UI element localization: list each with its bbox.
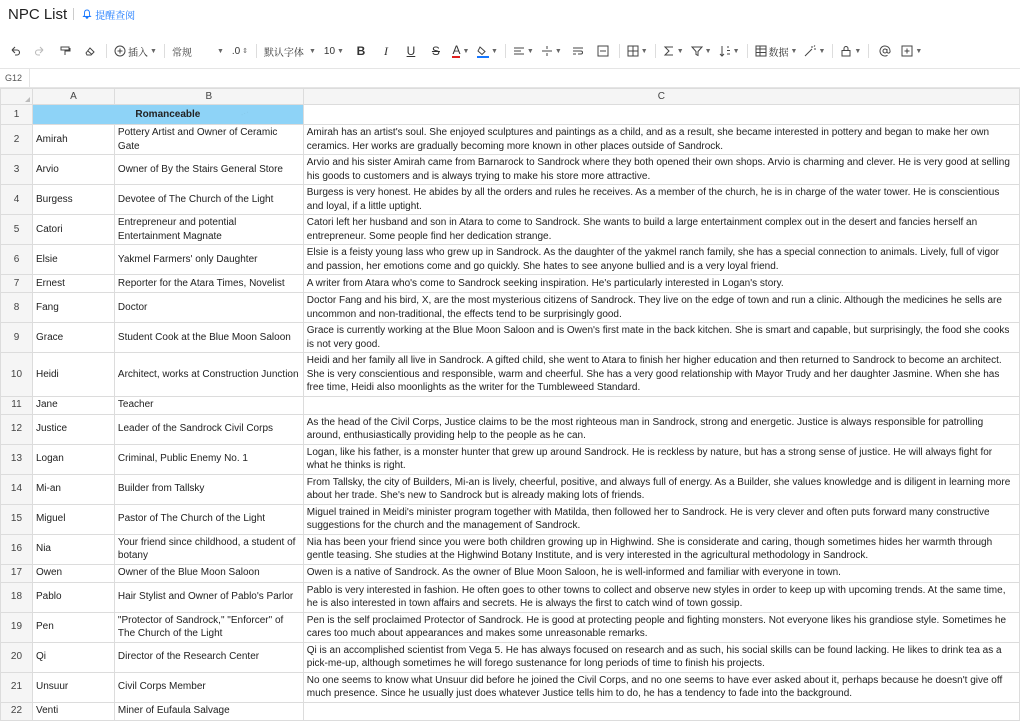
column-header-c[interactable]: C (303, 89, 1019, 105)
title-divider (73, 8, 74, 20)
npc-role-cell[interactable]: Hair Stylist and Owner of Pablo's Parlor (114, 582, 303, 612)
table-row (1, 323, 1020, 353)
npc-description-cell[interactable]: As the head of the Civil Corps, Justice claims to be the most righteous man in Sandrock, strong and energetic. Justice is always responsible for patrolling around, enthusiastically providing help to the people as he can. (303, 414, 1019, 444)
table-row (1, 564, 1020, 582)
npc-description-cell[interactable]: Qi is an accomplished scientist from Vega 5. He has always focused on research and as such, his social skills can be found lacking. He likes to drink tea as a pick-me-up, although sometimes he will forego sustenance for long periods of time to finish his projects. (303, 642, 1019, 672)
caret-down-icon: ▼ (818, 47, 826, 55)
caret-down-icon: ▼ (854, 47, 862, 55)
table-row (1, 275, 1020, 293)
bell-icon (82, 9, 92, 19)
npc-name-cell[interactable]: Catori (32, 215, 114, 245)
npc-description-cell[interactable]: Owen is a native of Sandrock. As the owner of Blue Moon Saloon, he is well-informed and familiar with everyone in town. (303, 564, 1019, 582)
caret-down-icon: ▼ (526, 47, 534, 55)
mention-button[interactable] (876, 40, 894, 62)
row-header[interactable]: 16 (1, 534, 33, 564)
column-header-b[interactable]: B (114, 89, 303, 105)
undo-button[interactable] (6, 40, 24, 62)
table-row (1, 215, 1020, 245)
caret-down-icon: ▼ (704, 47, 712, 55)
npc-role-cell[interactable]: Your friend since childhood, a student of botany (114, 534, 303, 564)
npc-description-cell[interactable] (303, 702, 1019, 720)
npc-role-cell[interactable]: Pottery Artist and Owner of Ceramic Gate (114, 125, 303, 155)
npc-name-cell[interactable]: Jane (32, 396, 114, 414)
magic-wand-icon (804, 45, 816, 57)
row-header[interactable]: 2 (1, 125, 33, 155)
insert-object-button[interactable] (901, 40, 922, 62)
npc-role-cell[interactable]: Pastor of The Church of the Light (114, 504, 303, 534)
npc-description-cell[interactable]: Burgess is very honest. He abides by all the orders and rules he receives. As a member of the church, he is in charge of the water tower. He is conscientious and loyal, if a little uptight. (303, 185, 1019, 215)
npc-role-cell[interactable]: "Protector of Sandrock," "Enforcer" of The Church of the Light (114, 612, 303, 642)
italic-button[interactable]: I (383, 43, 388, 58)
npc-description-cell[interactable]: No one seems to know what Unsuur did before he joined the Civil Corps, and no one seems to have ever asked about it, perhaps because he doesn't give off much presence. Since he usually just does whatever Justice tells him to do, he has a tendency to fade into the background. (303, 672, 1019, 702)
table-row (1, 353, 1020, 397)
stepper-icon: ⇕ (242, 48, 249, 55)
npc-role-cell[interactable]: Yakmel Farmers' only Daughter (114, 245, 303, 275)
table-row (1, 245, 1020, 275)
caret-down-icon: ▼ (309, 47, 316, 55)
title-bar (0, 0, 1020, 28)
font-size-label: 10 (323, 45, 336, 57)
npc-name-cell[interactable]: Pen (32, 612, 114, 642)
clear-format-button[interactable] (81, 40, 99, 62)
npc-description-cell[interactable]: From Tallsky, the city of Builders, Mi-an is lively, cheerful, positive, and always full of energy. As a Builder, she values knowledge and is diligent in learning more about her trade. She's new to Sandrock but is already making lots of friends. (303, 474, 1019, 504)
plus-circle-icon (114, 45, 126, 57)
data-menu-button[interactable] (755, 40, 798, 62)
sum-button[interactable] (663, 40, 684, 62)
vertical-align-button[interactable] (541, 40, 562, 62)
npc-role-cell[interactable]: Entrepreneur and potential Entertainment Magnate (114, 215, 303, 245)
toolbar-divider (868, 44, 869, 58)
romanceable-header-cell[interactable]: Romanceable (32, 105, 303, 125)
npc-role-cell[interactable]: Builder from Tallsky (114, 474, 303, 504)
merge-cells-icon (597, 45, 609, 57)
toolbar-divider (655, 44, 656, 58)
protect-button[interactable] (840, 40, 861, 62)
bold-button[interactable]: B (356, 44, 366, 58)
row-header[interactable]: 4 (1, 185, 33, 215)
format-painter-button[interactable] (56, 40, 74, 62)
lock-icon (840, 45, 852, 57)
npc-description-cell[interactable]: Heidi and her family all live in Sandrock. A gifted child, she went to Atara to finish her higher education and then returned to Sandrock to become an architect. She is very conscientious and responsible, warm and cheerful. She has a very good relationship with Mayor Trudy and her daughter Jasmine. When she has free time, Heidi also moonlights as the writer for the Tumbleweed Standard. (303, 353, 1019, 397)
npc-description-cell[interactable]: Doctor Fang and his bird, X, are the most mysterious citizens of Sandrock. They live on the edge of town and run a clinic. Although the medicines he sells are uncommon and non-traditional, the effects tend to be surprisingly good. (303, 293, 1019, 323)
npc-description-cell[interactable]: Grace is currently working at the Blue Moon Saloon and is Owen's first mate in the back kitchen. She is smart and capable, but surprisingly, the food she cooks is not very good. (303, 323, 1019, 353)
table-row (1, 534, 1020, 564)
npc-role-cell[interactable]: Devotee of The Church of the Light (114, 185, 303, 215)
caret-down-icon: ▼ (640, 47, 648, 55)
caret-down-icon: ▼ (790, 47, 798, 55)
npc-description-cell[interactable]: Pablo is very interested in fashion. He often goes to other towns to collect and observe new styles in order to keep up with upcoming trends. At the same time, he is also interested in town affairs and secrets. He is always the first to catch wind of town gossip. (303, 582, 1019, 612)
fill-color-button[interactable] (477, 40, 498, 62)
npc-name-cell[interactable]: Owen (32, 564, 114, 582)
npc-description-cell[interactable]: Elsie is a feisty young lass who grew up in Sandrock. As the daughter of the yakmel ranch family, she has a special connection to animals. Lively, full of vigor and passion, her emotions come and go quickly. She hates to see anyone bullied and is a very loyal friend. (303, 245, 1019, 275)
npc-name-cell[interactable]: Unsuur (32, 672, 114, 702)
font-size-select[interactable] (323, 40, 345, 62)
conditional-format-button[interactable] (804, 40, 825, 62)
table-row (1, 396, 1020, 414)
toolbar (0, 36, 1020, 66)
redo-button[interactable] (31, 40, 49, 62)
undo-icon (9, 45, 21, 57)
column-header-a[interactable]: A (32, 89, 114, 105)
toolbar-divider (832, 44, 833, 58)
table-row (1, 185, 1020, 215)
remind-review-link[interactable] (82, 7, 135, 22)
data-table-icon (755, 45, 767, 57)
row-header[interactable]: 15 (1, 504, 33, 534)
decimal-label: .0 (231, 45, 241, 57)
row-header[interactable]: 17 (1, 564, 33, 582)
toolbar-divider (106, 44, 107, 58)
insert-box-icon (901, 45, 913, 57)
row-header[interactable]: 21 (1, 672, 33, 702)
npc-role-cell[interactable]: Owner of the Blue Moon Saloon (114, 564, 303, 582)
sheet-table (0, 88, 1020, 721)
row-header[interactable]: 5 (1, 215, 33, 245)
npc-name-cell[interactable]: Miguel (32, 504, 114, 534)
npc-description-cell[interactable]: Miguel trained in Meidi's minister program together with Matilda, then followed her to Sandrock. He is very clever and often puts forward many constructive suggestions for the church and the management of Sandrock. (303, 504, 1019, 534)
cell-reference[interactable]: G12 (0, 69, 30, 87)
npc-name-cell[interactable]: Pablo (32, 582, 114, 612)
document-title[interactable]: NPC List (8, 5, 68, 23)
npc-role-cell[interactable]: Student Cook at the Blue Moon Saloon (114, 323, 303, 353)
table-row (1, 444, 1020, 474)
npc-role-cell[interactable]: Criminal, Public Enemy No. 1 (114, 444, 303, 474)
table-row (1, 612, 1020, 642)
eraser-icon (84, 45, 96, 57)
remind-label: 提醒查阅 (95, 10, 136, 22)
row-header[interactable]: 10 (1, 353, 33, 397)
npc-role-cell[interactable]: Leader of the Sandrock Civil Corps (114, 414, 303, 444)
toolbar-divider (619, 44, 620, 58)
row-header[interactable]: 12 (1, 414, 33, 444)
row-header[interactable]: 3 (1, 155, 33, 185)
caret-down-icon: ▼ (217, 47, 224, 55)
row-header[interactable]: 18 (1, 582, 33, 612)
row-header[interactable]: 6 (1, 245, 33, 275)
table-row (1, 293, 1020, 323)
caret-down-icon: ▼ (490, 47, 498, 55)
npc-role-cell[interactable]: Architect, works at Construction Junction (114, 353, 303, 397)
npc-description-cell[interactable]: Nia has been your friend since you were both children growing up in Highwind. She is considerate and caring, though sometimes hides her warmth through gentle teasing. She studies at the Highwind Botany Institute, and is very interested in the agricultural methodology in Sandrock. (303, 534, 1019, 564)
npc-name-cell[interactable]: Amirah (32, 125, 114, 155)
npc-name-cell[interactable]: Venti (32, 702, 114, 720)
sigma-icon (663, 45, 675, 57)
wrap-text-button[interactable] (569, 40, 587, 62)
npc-role-cell[interactable]: Teacher (114, 396, 303, 414)
npc-name-cell[interactable]: Ernest (32, 275, 114, 293)
npc-name-cell[interactable]: Burgess (32, 185, 114, 215)
borders-button[interactable] (627, 40, 648, 62)
npc-name-cell[interactable]: Nia (32, 534, 114, 564)
toolbar-divider (747, 44, 748, 58)
npc-name-cell[interactable]: Arvio (32, 155, 114, 185)
filter-icon (691, 45, 703, 57)
npc-description-cell[interactable]: Catori left her husband and son in Atara to come to Sandrock. She wants to build a large entertainment complex out in the desert and fancies herself an entrepreneur. Some people find her dedication strange. (303, 215, 1019, 245)
insert-button[interactable] (114, 40, 157, 62)
npc-description-cell[interactable] (303, 396, 1019, 414)
table-row (1, 702, 1020, 720)
npc-role-cell[interactable]: Director of the Research Center (114, 642, 303, 672)
table-row (1, 414, 1020, 444)
empty-cell[interactable] (303, 105, 1019, 125)
npc-description-cell[interactable]: Pen is the self proclaimed Protector of Sandrock. He is good at protecting people and fighting monsters. Not everyone likes his grandiose style. Sometimes he cares too much about appearances and makes some unreasonable remarks. (303, 612, 1019, 642)
toolbar-divider (256, 44, 257, 58)
toolbar-divider (164, 44, 165, 58)
vertical-align-icon (541, 45, 553, 57)
caret-down-icon: ▼ (676, 47, 684, 55)
align-left-icon (513, 45, 525, 57)
caret-down-icon: ▼ (554, 47, 562, 55)
row-header[interactable]: 13 (1, 444, 33, 474)
row-header[interactable]: 20 (1, 642, 33, 672)
font-name-label: 默认字体 (263, 47, 304, 59)
npc-name-cell[interactable]: Qi (32, 642, 114, 672)
row-header[interactable]: 19 (1, 612, 33, 642)
horizontal-align-button[interactable] (513, 40, 534, 62)
decimal-places-stepper[interactable] (231, 40, 249, 62)
borders-icon (627, 45, 639, 57)
toolbar-divider (505, 44, 506, 58)
row-header[interactable]: 11 (1, 396, 33, 414)
underline-button[interactable]: U (406, 44, 416, 58)
sort-button[interactable] (719, 40, 740, 62)
table-row (1, 105, 1020, 125)
npc-description-cell[interactable]: Arvio and his sister Amirah came from Barnarock to Sandrock where they both opened their own shops. Arvio is charming and clever. He is very good at selling his goods to customers and is always trying to make his store more attractive. (303, 155, 1019, 185)
table-row (1, 504, 1020, 534)
sort-icon (719, 45, 731, 57)
table-row (1, 155, 1020, 185)
row-header[interactable]: 22 (1, 702, 33, 720)
npc-description-cell[interactable]: Amirah has an artist's soul. She enjoyed sculptures and paintings as a child, and as a result, she became interested in pottery and began to make her own ceramics. Her works are gradually becoming more known in other places outside of Sandrock. (303, 125, 1019, 155)
caret-down-icon: ▼ (462, 47, 470, 55)
spreadsheet-grid (0, 88, 1020, 717)
npc-description-cell[interactable]: Logan, like his father, is a monster hunter that grew up around Sandrock. He is reckless by nature, but has a strong sense of justice. He will always fight for what he thinks is right. (303, 444, 1019, 474)
at-sign-icon (879, 45, 891, 57)
npc-name-cell[interactable]: Fang (32, 293, 114, 323)
number-format-select[interactable] (172, 40, 224, 62)
npc-role-cell[interactable]: Civil Corps Member (114, 672, 303, 702)
npc-role-cell[interactable]: Doctor (114, 293, 303, 323)
caret-down-icon: ▼ (337, 47, 344, 55)
npc-name-cell[interactable]: Logan (32, 444, 114, 474)
npc-name-cell[interactable]: Justice (32, 414, 114, 444)
caret-down-icon: ▼ (915, 47, 923, 55)
paint-bucket-icon (477, 45, 489, 58)
select-all-corner[interactable] (1, 89, 33, 105)
caret-down-icon: ▼ (150, 47, 157, 55)
font-color-label: A (452, 42, 461, 57)
merge-cells-button[interactable] (594, 40, 612, 62)
formula-bar (0, 68, 1020, 88)
row-header[interactable]: 1 (1, 105, 33, 125)
strikethrough-button[interactable]: S (431, 44, 440, 58)
npc-name-cell[interactable]: Heidi (32, 353, 114, 397)
caret-down-icon: ▼ (732, 47, 740, 55)
table-row (1, 125, 1020, 155)
table-row (1, 642, 1020, 672)
font-family-select[interactable] (264, 40, 316, 62)
table-row (1, 582, 1020, 612)
number-format-label: 常规 (171, 47, 192, 59)
npc-role-cell[interactable]: Reporter for the Atara Times, Novelist (114, 275, 303, 293)
format-painter-icon (59, 45, 71, 57)
table-row (1, 474, 1020, 504)
data-label: 数据 (768, 47, 789, 59)
font-color-button[interactable] (452, 40, 470, 62)
npc-name-cell[interactable]: Elsie (32, 245, 114, 275)
npc-name-cell[interactable]: Grace (32, 323, 114, 353)
npc-role-cell[interactable]: Owner of By the Stairs General Store (114, 155, 303, 185)
filter-button[interactable] (691, 40, 712, 62)
row-header[interactable]: 7 (1, 275, 33, 293)
table-row (1, 672, 1020, 702)
row-header[interactable]: 8 (1, 293, 33, 323)
npc-role-cell[interactable]: Miner of Eufaula Salvage (114, 702, 303, 720)
npc-description-cell[interactable]: A writer from Atara who's come to Sandrock seeking inspiration. He's particularly interested in Logan's story. (303, 275, 1019, 293)
wrap-text-icon (572, 45, 584, 57)
row-header[interactable]: 9 (1, 323, 33, 353)
redo-icon (34, 45, 46, 57)
npc-name-cell[interactable]: Mi-an (32, 474, 114, 504)
insert-label: 插入 (128, 47, 148, 59)
row-header[interactable]: 14 (1, 474, 33, 504)
